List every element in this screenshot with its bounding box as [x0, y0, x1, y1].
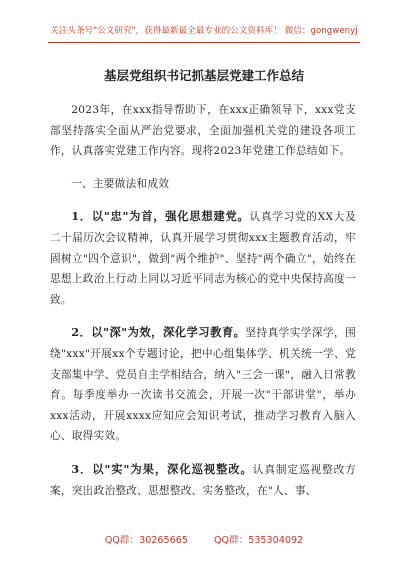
- item-lead-1: 1．以"忠"为首，强化思想建党。: [71, 209, 250, 224]
- header-banner: 关注头条号"公文研究"，获得最新最全最专业的公文资料库！ 微信：gongwenyj: [50, 26, 358, 36]
- item-lead-3: 3．以"实"为果，深化巡视整改。: [71, 461, 253, 476]
- item-lead-2: 2．以"深"为效，深化学习教育。: [71, 325, 246, 340]
- item-paragraph-2: [50, 322, 356, 447]
- header-divider: [48, 42, 360, 43]
- item-paragraph-3: [50, 459, 356, 501]
- intro-paragraph: 2023年，在xxx指导帮助下，在xxx正确领导下，xxx党支部坚持落实全面从严治党要求，全面加强机关党的建设各项工作，认真落实党建工作内容。现将2023年党建工作总结如下。: [50, 104, 356, 158]
- footer-contact: [0, 532, 408, 546]
- item-text-3: 认真制定巡视整改方案，突出政治整改、思想整改、实务整改，在"人、事、: [50, 463, 356, 497]
- document-title: 基层党组织书记抓基层党建工作总结: [103, 68, 304, 83]
- item-text-2: 坚持真学实学深学，围绕"xxx"开展xx个专题讨论，把中心组集体学、机关统一学、党支部集中学、党员自主学相结合，纳入"三会一课"，融入日常教育。每季度举办一次读书交流会，开展一次"干部讲堂"，举办xxx活动，开展xxxx应知应会知识考试，推动学习教育入脑入心、取得实效。: [50, 327, 357, 443]
- section-heading: 一、主要做法和成效: [71, 177, 170, 190]
- document-body: [50, 100, 356, 501]
- item-paragraph-1: [50, 206, 356, 310]
- item-text-1: 认真学习党的XX大及二十届历次会议精神，认真开展学习贯彻xxx主题教育活动，牢固树立"四个意识"，做到"两个维护"、坚持"两个确立"，始终在思想上政治上行动上同以习近平同志为核心的党中央保持高度一致。: [50, 211, 356, 306]
- footer-qq-group-2: QQ群：535304092: [213, 535, 304, 546]
- footer-qq-group-1: QQ群：30265665: [104, 535, 188, 546]
